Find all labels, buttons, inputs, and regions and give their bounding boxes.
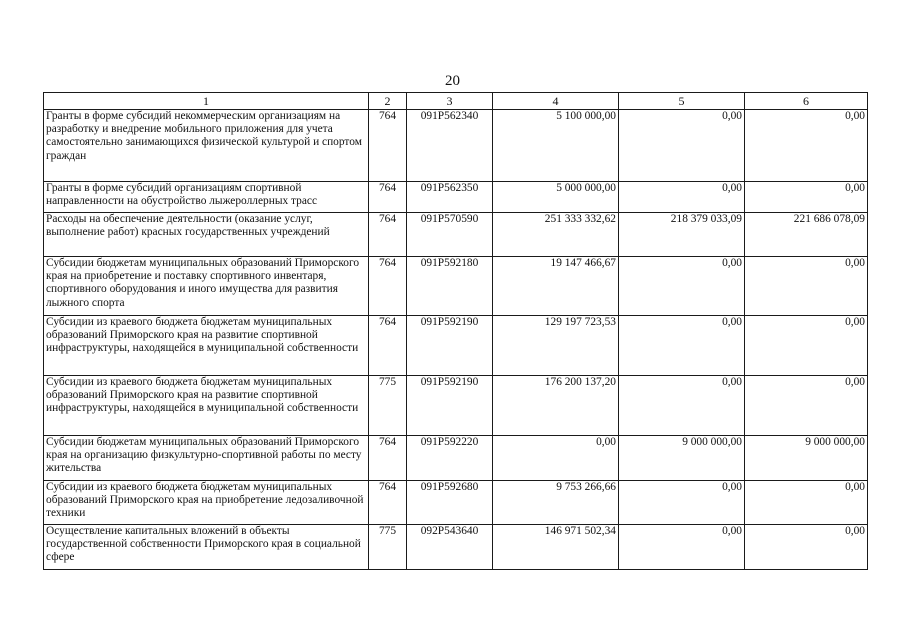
- row-target-article: 091P562350: [407, 182, 493, 213]
- table-row: [44, 213, 868, 257]
- row-department-code: 764: [369, 436, 407, 481]
- row-amount-col4: 251 333 332,62: [493, 213, 619, 257]
- row-department-code: 775: [369, 525, 407, 570]
- table-row: [44, 316, 868, 376]
- row-name: Расходы на обеспечение деятельности (оказание услуг, выполнение работ) красных государственных учреждений: [44, 213, 369, 257]
- row-department-code: 764: [369, 213, 407, 257]
- header-col-1: 1: [44, 93, 369, 110]
- row-amount-col6: 0,00: [745, 110, 868, 182]
- row-target-article: 091P592190: [407, 376, 493, 436]
- row-name: Субсидии из краевого бюджета бюджетам муниципальных образований Приморского края на приобретение ледозаливочной техники: [44, 481, 369, 525]
- row-name: Гранты в форме субсидий некоммерческим организациям на разработку и внедрение мобильного приложения для учета самостоятельно занимающихся физической культурой и спортом граждан: [44, 110, 369, 182]
- row-amount-col6: 0,00: [745, 481, 868, 525]
- header-col-4: 4: [493, 93, 619, 110]
- row-target-article: 091P592180: [407, 257, 493, 316]
- row-target-article: 091P562340: [407, 110, 493, 182]
- row-amount-col5: 0,00: [619, 110, 745, 182]
- page-number: 20: [445, 73, 460, 89]
- row-name: Субсидии из краевого бюджета бюджетам муниципальных образований Приморского края на развитие спортивной инфраструктуры, находящейся в муниципальной собственности: [44, 316, 369, 376]
- row-department-code: 764: [369, 182, 407, 213]
- row-amount-col4: 5 000 000,00: [493, 182, 619, 213]
- row-amount-col6: 0,00: [745, 525, 868, 570]
- row-name: Субсидии бюджетам муниципальных образований Приморского края на приобретение и поставку спортивного инвентаря, спортивного оборудования и иного имущества для развития лыжного спорта: [44, 257, 369, 316]
- row-amount-col5: 0,00: [619, 316, 745, 376]
- table-header-row: [44, 93, 868, 110]
- table-row: [44, 110, 868, 182]
- header-col-3: 3: [407, 93, 493, 110]
- row-target-article: 091P592680: [407, 481, 493, 525]
- table-row: [44, 257, 868, 316]
- table-row: [44, 182, 868, 213]
- row-amount-col6: 9 000 000,00: [745, 436, 868, 481]
- table-row: [44, 525, 868, 570]
- header-col-2: 2: [369, 93, 407, 110]
- table-row: [44, 376, 868, 436]
- row-target-article: 091P570590: [407, 213, 493, 257]
- row-department-code: 775: [369, 376, 407, 436]
- row-target-article: 092P543640: [407, 525, 493, 570]
- header-col-5: 5: [619, 93, 745, 110]
- row-amount-col4: 19 147 466,67: [493, 257, 619, 316]
- row-amount-col5: 0,00: [619, 481, 745, 525]
- row-department-code: 764: [369, 110, 407, 182]
- budget-table: [43, 92, 868, 570]
- table-row: [44, 481, 868, 525]
- row-amount-col6: 221 686 078,09: [745, 213, 868, 257]
- row-amount-col4: 5 100 000,00: [493, 110, 619, 182]
- row-amount-col6: 0,00: [745, 316, 868, 376]
- row-name: Гранты в форме субсидий организациям спортивной направленности на обустройство лыжероллерных трасс: [44, 182, 369, 213]
- row-amount-col6: 0,00: [745, 376, 868, 436]
- row-amount-col5: 218 379 033,09: [619, 213, 745, 257]
- row-amount-col5: 0,00: [619, 182, 745, 213]
- row-name: Осуществление капитальных вложений в объекты государственной собственности Приморского края в социальной сфере: [44, 525, 369, 570]
- row-target-article: 091P592220: [407, 436, 493, 481]
- row-amount-col4: 176 200 137,20: [493, 376, 619, 436]
- row-amount-col4: 129 197 723,53: [493, 316, 619, 376]
- row-name: Субсидии бюджетам муниципальных образований Приморского края на организацию физкультурно-спортивной работы по месту жительства: [44, 436, 369, 481]
- row-amount-col5: 0,00: [619, 376, 745, 436]
- header-col-6: 6: [745, 93, 868, 110]
- row-amount-col4: 0,00: [493, 436, 619, 481]
- row-amount-col5: 0,00: [619, 257, 745, 316]
- row-department-code: 764: [369, 481, 407, 525]
- row-amount-col6: 0,00: [745, 182, 868, 213]
- row-name: Субсидии из краевого бюджета бюджетам муниципальных образований Приморского края на развитие спортивной инфраструктуры, находящейся в муниципальной собственности: [44, 376, 369, 436]
- row-department-code: 764: [369, 316, 407, 376]
- row-target-article: 091P592190: [407, 316, 493, 376]
- row-amount-col5: 0,00: [619, 525, 745, 570]
- row-amount-col4: 9 753 266,66: [493, 481, 619, 525]
- row-amount-col6: 0,00: [745, 257, 868, 316]
- row-department-code: 764: [369, 257, 407, 316]
- row-amount-col4: 146 971 502,34: [493, 525, 619, 570]
- row-amount-col5: 9 000 000,00: [619, 436, 745, 481]
- table-row: [44, 436, 868, 481]
